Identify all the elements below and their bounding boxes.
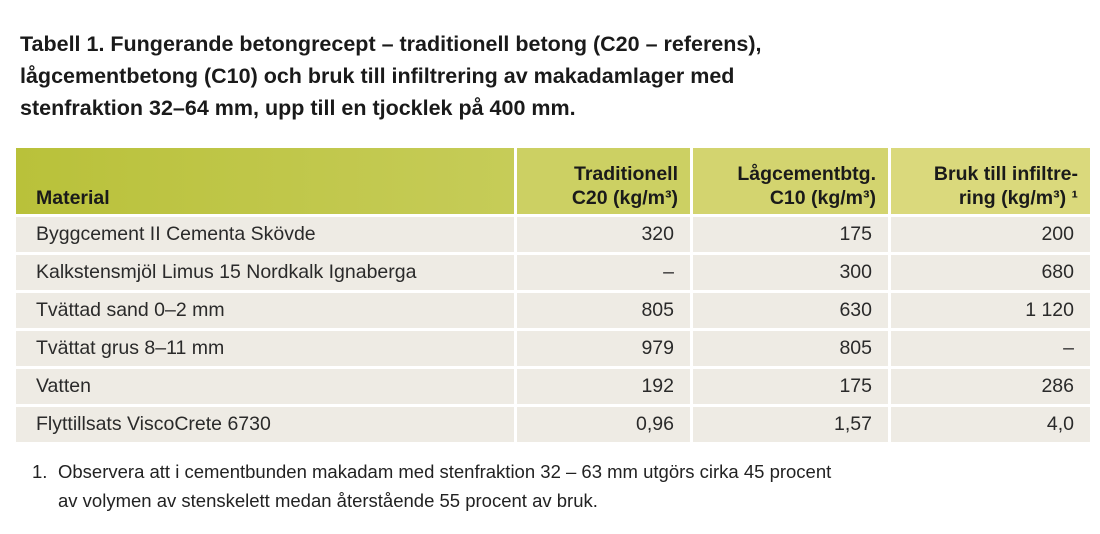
header-material	[16, 148, 514, 214]
cell-c10: 630	[690, 290, 888, 328]
cell-material: Tvättat grus 8–11 mm	[16, 328, 514, 366]
header-unit: C10 (kg/m³)	[769, 187, 876, 209]
caption-line: lågcementbetong (C10) och bruk till infiltrering av makadamlager med	[20, 64, 735, 88]
table-row	[16, 214, 1090, 252]
cell-material: Flyttillsats ViscoCrete 6730	[16, 404, 514, 442]
table-row	[16, 366, 1090, 404]
cell-infiltration: 1 120	[888, 290, 1090, 328]
cell-c20: 805	[514, 290, 690, 328]
cell-infiltration: 4,0	[888, 404, 1090, 442]
cell-infiltration: 286	[888, 366, 1090, 404]
cell-c20: 192	[514, 366, 690, 404]
footnote-text	[58, 457, 1032, 515]
cell-c10: 300	[690, 252, 888, 290]
header-unit: ring (kg/m³) ¹	[958, 187, 1078, 209]
header-traditional-c20	[514, 148, 690, 214]
caption-line: stenfraktion 32–64 mm, upp till en tjocklek på 400 mm.	[20, 96, 576, 120]
cell-c20: 0,96	[514, 404, 690, 442]
header-label: Traditionell	[573, 163, 678, 185]
footnote	[32, 457, 1032, 515]
concrete-recipe-table	[16, 148, 1090, 442]
header-unit: C20 (kg/m³)	[571, 187, 678, 209]
caption-line: Tabell 1. Fungerande betongrecept – traditionell betong (C20 – referens),	[20, 32, 762, 56]
cell-material: Kalkstensmjöl Limus 15 Nordkalk Ignaberga	[16, 252, 514, 290]
header-infiltration-mortar	[888, 148, 1090, 214]
footnote-line: av volymen av stenskelett medan återstående 55 procent av bruk.	[58, 490, 598, 511]
cell-infiltration: 680	[888, 252, 1090, 290]
cell-c10: 805	[690, 328, 888, 366]
cell-material: Byggcement II Cementa Skövde	[16, 214, 514, 252]
cell-material: Tvättad sand 0–2 mm	[16, 290, 514, 328]
cell-infiltration: –	[888, 328, 1090, 366]
header-label: Lågcementbtg.	[737, 163, 876, 185]
cell-c10: 1,57	[690, 404, 888, 442]
header-label: Bruk till infiltre-	[933, 163, 1078, 185]
cell-c20: 320	[514, 214, 690, 252]
table-row	[16, 328, 1090, 366]
footnote-number: 1.	[32, 461, 48, 482]
cell-c20: –	[514, 252, 690, 290]
header-label: Material	[36, 187, 110, 209]
table-row	[16, 252, 1090, 290]
cell-c20: 979	[514, 328, 690, 366]
table-row	[16, 404, 1090, 442]
header-low-cement-c10	[690, 148, 888, 214]
table-caption	[20, 28, 1020, 124]
footnote-line: Observera att i cementbunden makadam med stenfraktion 32 – 63 mm utgörs cirka 45 procent	[58, 461, 832, 482]
table-row	[16, 290, 1090, 328]
cell-c10: 175	[690, 214, 888, 252]
cell-material: Vatten	[16, 366, 514, 404]
cell-infiltration: 200	[888, 214, 1090, 252]
table-header-row	[16, 148, 1090, 214]
cell-c10: 175	[690, 366, 888, 404]
